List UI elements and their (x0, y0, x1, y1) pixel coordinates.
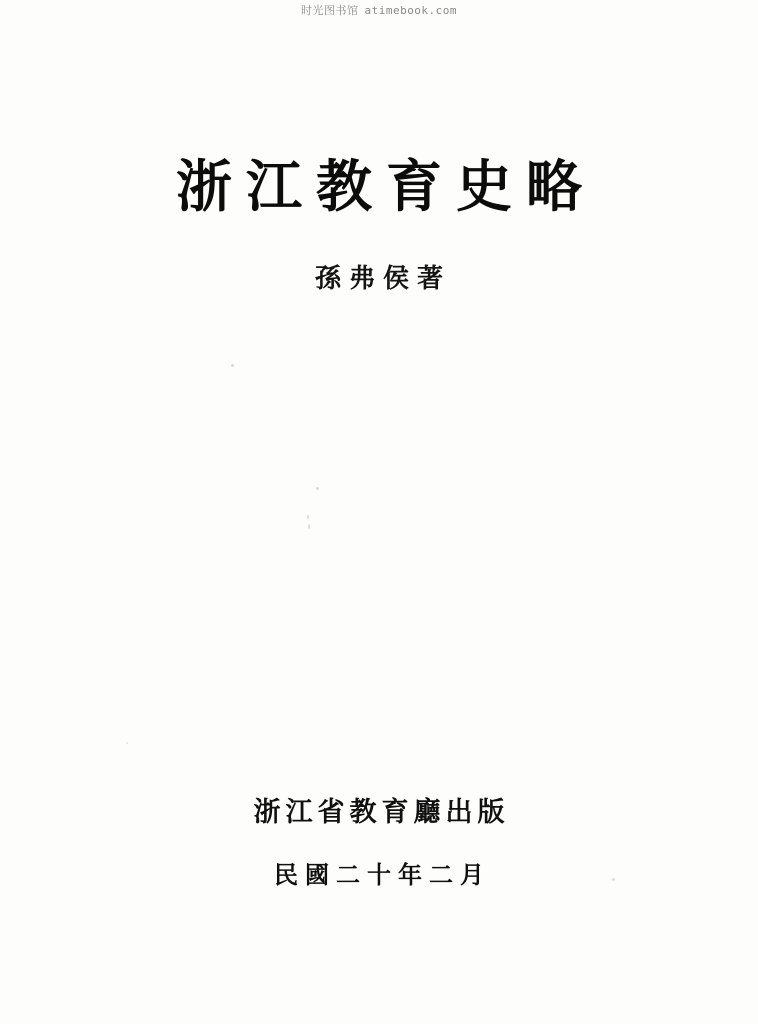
book-publisher: 浙江省教育廳出版 (253, 797, 510, 828)
watermark (0, 2, 758, 18)
book-author: 孫弗侯著 (314, 264, 451, 294)
scan-speck (126, 742, 128, 744)
scan-speck (316, 487, 319, 490)
book-title: 浙江教育史略 (176, 154, 596, 220)
book-publication-date: 民國二十年二月 (274, 860, 491, 889)
watermark-site-text: atimebook.com (364, 4, 458, 17)
watermark-chinese-text: 时光图书馆 (300, 4, 359, 17)
scan-speck (307, 515, 309, 519)
scan-speck (231, 364, 234, 367)
scan-speck (308, 524, 310, 529)
